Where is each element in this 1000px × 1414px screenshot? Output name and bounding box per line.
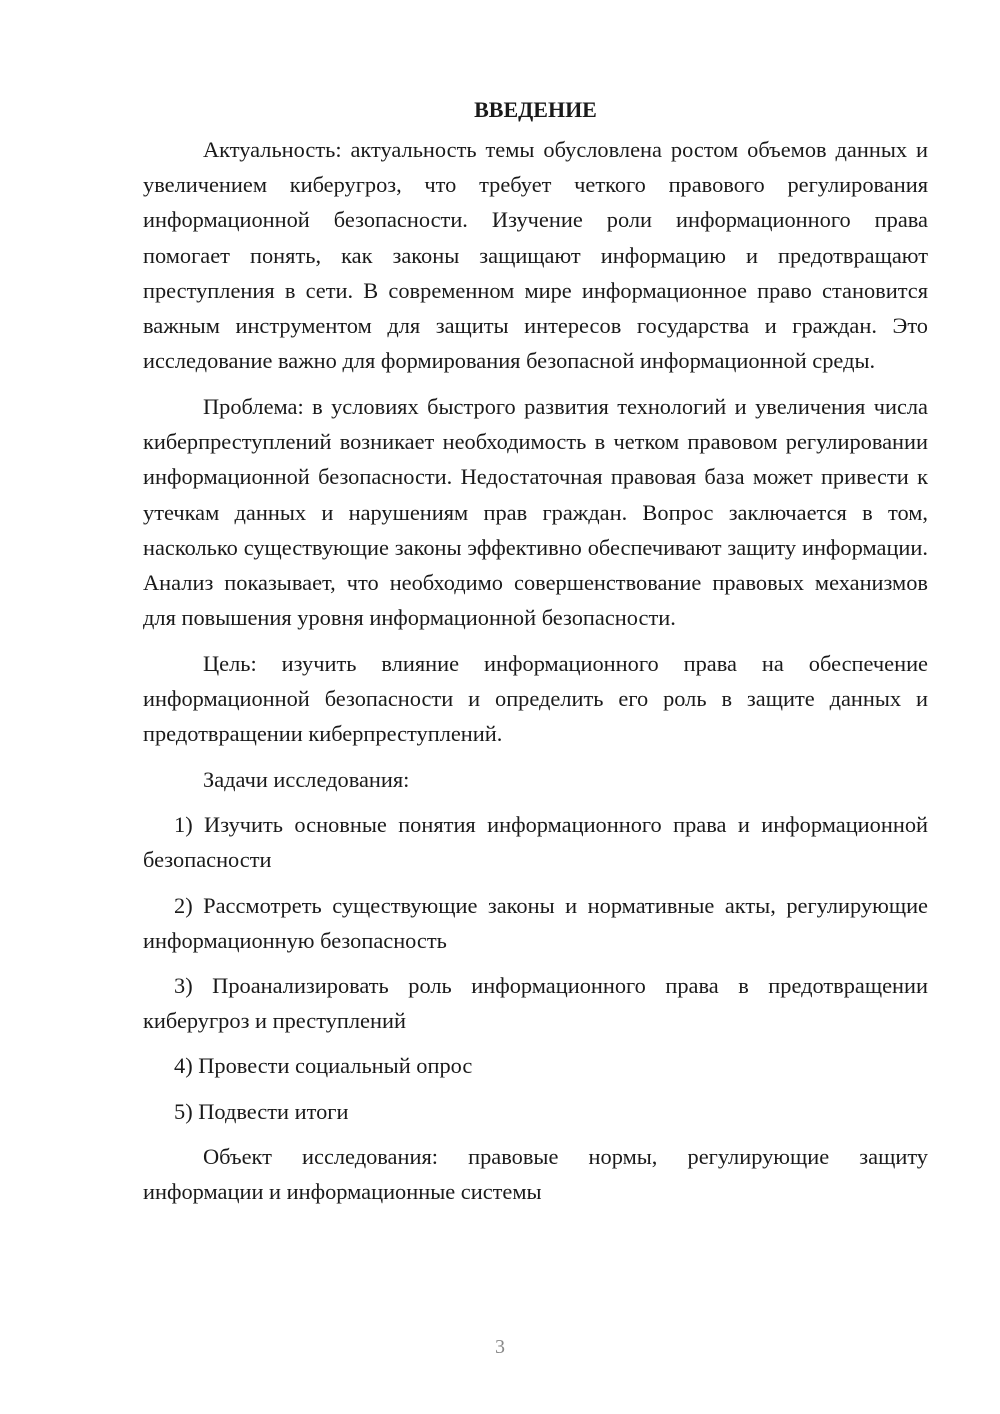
task-item-3: 3) Проанализировать роль информационного права в предотвращении киберугроз и преступлений [143,972,928,1034]
task-item-4: 4) Провести социальный опрос [174,1053,473,1079]
paragraph-goal: Цель: изучить влияние информационного права на обеспечение информационной безопасности и определить его роль в защите данных и предотвращении киберпреступлений. [143,650,928,747]
page-title: ВВЕДЕНИЕ [474,97,597,122]
task-item-1: 1) Изучить основные понятия информационного права и информационной безопасности [143,812,928,873]
task-item-2: 2) Рассмотреть существующие законы и нормативные акты, регулирующие информационную безопасность [143,892,928,953]
paragraph-relevance: Актуальность: актуальность темы обусловлена ростом объемов данных и увеличением киберугроз, что требует четкого правового регулирования информационной безопасности. Изучение роли информационного права помогает понять, как законы защищают информацию и предотвращают преступления в сети. В современном мире информационное право становится важным инструментом для защиты интересов государства и граждан. Это исследование важно для формирования безопасной информационной среды. [143,137,928,374]
paragraph-object: Объект исследования: правовые нормы, регулирующие защиту информации и информационные системы [143,1144,928,1205]
task-item-5: 5) Подвести итоги [174,1098,349,1124]
paragraph-problem: Проблема: в условиях быстрого развития технологий и увеличения числа киберпреступлений возникает необходимость в четком правовом регулировании информационной безопасности. Недостаточная правовая база может привести к утечкам данных и нарушениям прав граждан. Вопрос заключается в том, насколько существующие законы эффективно обеспечивают защиту информации. Анализ показывает, что необходимо совершенствование правовых механизмов для повышения уровня информационной безопасности. [143,393,928,631]
page-number: 3 [495,1336,505,1358]
tasks-heading: Задачи исследования: [203,766,410,792]
document-page [143,92,928,1210]
